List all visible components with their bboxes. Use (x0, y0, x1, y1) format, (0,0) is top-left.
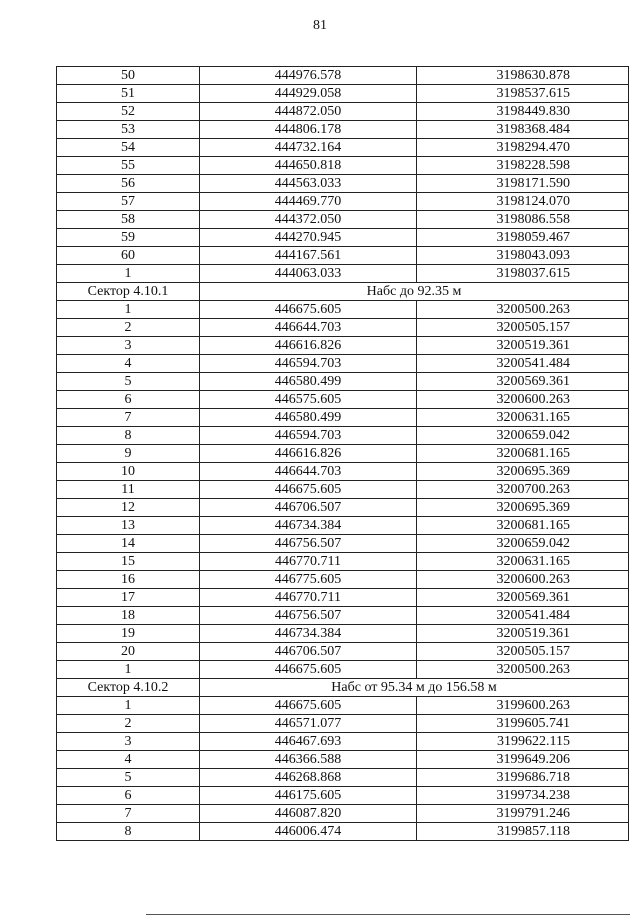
y-coordinate: 3198294.470 (417, 139, 629, 157)
table-row (57, 553, 629, 571)
x-coordinate: 446756.507 (200, 607, 417, 625)
x-coordinate: 446734.384 (200, 517, 417, 535)
y-coordinate: 3200569.361 (417, 373, 629, 391)
table-row (57, 157, 629, 175)
y-coordinate: 3200519.361 (417, 625, 629, 643)
table-row (57, 697, 629, 715)
coordinates-table-body (57, 67, 629, 841)
y-coordinate: 3199791.246 (417, 805, 629, 823)
bottom-divider (146, 914, 630, 915)
point-number: 5 (57, 373, 200, 391)
y-coordinate: 3200519.361 (417, 337, 629, 355)
point-number: 56 (57, 175, 200, 193)
point-number: 55 (57, 157, 200, 175)
point-number: 58 (57, 211, 200, 229)
table-row (57, 67, 629, 85)
point-number: 7 (57, 805, 200, 823)
y-coordinate: 3200695.369 (417, 499, 629, 517)
x-coordinate: 444929.058 (200, 85, 417, 103)
table-row (57, 607, 629, 625)
x-coordinate: 444806.178 (200, 121, 417, 139)
x-coordinate: 446706.507 (200, 499, 417, 517)
point-number: 20 (57, 643, 200, 661)
y-coordinate: 3198368.484 (417, 121, 629, 139)
table-row (57, 337, 629, 355)
x-coordinate: 446571.077 (200, 715, 417, 733)
point-number: 1 (57, 301, 200, 319)
point-number: 4 (57, 751, 200, 769)
y-coordinate: 3200505.157 (417, 319, 629, 337)
point-number: 3 (57, 337, 200, 355)
x-coordinate: 446770.711 (200, 589, 417, 607)
point-number: 15 (57, 553, 200, 571)
x-coordinate: 444063.033 (200, 265, 417, 283)
y-coordinate: 3200541.484 (417, 607, 629, 625)
x-coordinate: 444469.770 (200, 193, 417, 211)
table-row (57, 769, 629, 787)
y-coordinate: 3199649.206 (417, 751, 629, 769)
x-coordinate: 446644.703 (200, 319, 417, 337)
y-coordinate: 3200700.263 (417, 481, 629, 499)
point-number: 19 (57, 625, 200, 643)
point-number: 51 (57, 85, 200, 103)
table-row (57, 805, 629, 823)
table-row (57, 391, 629, 409)
point-number: 7 (57, 409, 200, 427)
x-coordinate: 446644.703 (200, 463, 417, 481)
section-name: Сектор 4.10.1 (57, 283, 200, 301)
y-coordinate: 3198059.467 (417, 229, 629, 247)
point-number: 59 (57, 229, 200, 247)
x-coordinate: 446268.868 (200, 769, 417, 787)
table-row (57, 463, 629, 481)
section-name: Сектор 4.10.2 (57, 679, 200, 697)
point-number: 10 (57, 463, 200, 481)
y-coordinate: 3198043.093 (417, 247, 629, 265)
y-coordinate: 3200541.484 (417, 355, 629, 373)
x-coordinate: 446675.605 (200, 661, 417, 679)
table-row (57, 589, 629, 607)
table-row (57, 661, 629, 679)
point-number: 14 (57, 535, 200, 553)
x-coordinate: 446616.826 (200, 445, 417, 463)
point-number: 2 (57, 715, 200, 733)
x-coordinate: 446580.499 (200, 373, 417, 391)
y-coordinate: 3199622.115 (417, 733, 629, 751)
point-number: 54 (57, 139, 200, 157)
x-coordinate: 446575.605 (200, 391, 417, 409)
point-number: 8 (57, 823, 200, 841)
section-header-row (57, 679, 629, 697)
y-coordinate: 3198086.558 (417, 211, 629, 229)
x-coordinate: 446675.605 (200, 697, 417, 715)
y-coordinate: 3198124.070 (417, 193, 629, 211)
x-coordinate: 446580.499 (200, 409, 417, 427)
point-number: 11 (57, 481, 200, 499)
point-number: 8 (57, 427, 200, 445)
y-coordinate: 3200500.263 (417, 661, 629, 679)
y-coordinate: 3198537.615 (417, 85, 629, 103)
table-row (57, 445, 629, 463)
table-row (57, 517, 629, 535)
table-row (57, 535, 629, 553)
table-row (57, 193, 629, 211)
y-coordinate: 3200569.361 (417, 589, 629, 607)
y-coordinate: 3200631.165 (417, 409, 629, 427)
x-coordinate: 446675.605 (200, 301, 417, 319)
y-coordinate: 3198449.830 (417, 103, 629, 121)
table-row (57, 175, 629, 193)
point-number: 4 (57, 355, 200, 373)
section-height-range: Набс от 95.34 м до 156.58 м (200, 679, 629, 697)
x-coordinate: 446756.507 (200, 535, 417, 553)
point-number: 53 (57, 121, 200, 139)
y-coordinate: 3199686.718 (417, 769, 629, 787)
table-row (57, 427, 629, 445)
table-row (57, 643, 629, 661)
y-coordinate: 3198228.598 (417, 157, 629, 175)
y-coordinate: 3200500.263 (417, 301, 629, 319)
point-number: 9 (57, 445, 200, 463)
table-row (57, 625, 629, 643)
x-coordinate: 444563.033 (200, 175, 417, 193)
table-row (57, 481, 629, 499)
section-header-row (57, 283, 629, 301)
x-coordinate: 444270.945 (200, 229, 417, 247)
table-row (57, 823, 629, 841)
point-number: 18 (57, 607, 200, 625)
x-coordinate: 444372.050 (200, 211, 417, 229)
table-row (57, 787, 629, 805)
point-number: 6 (57, 787, 200, 805)
x-coordinate: 446467.693 (200, 733, 417, 751)
y-coordinate: 3199605.741 (417, 715, 629, 733)
point-number: 52 (57, 103, 200, 121)
table-row (57, 139, 629, 157)
table-row (57, 247, 629, 265)
y-coordinate: 3199734.238 (417, 787, 629, 805)
x-coordinate: 444872.050 (200, 103, 417, 121)
table-row (57, 319, 629, 337)
x-coordinate: 446775.605 (200, 571, 417, 589)
section-height-range: Набс до 92.35 м (200, 283, 629, 301)
y-coordinate: 3200505.157 (417, 643, 629, 661)
x-coordinate: 446594.703 (200, 355, 417, 373)
y-coordinate: 3200681.165 (417, 517, 629, 535)
x-coordinate: 444732.164 (200, 139, 417, 157)
point-number: 50 (57, 67, 200, 85)
y-coordinate: 3200600.263 (417, 391, 629, 409)
x-coordinate: 444167.561 (200, 247, 417, 265)
table-row (57, 103, 629, 121)
table-row (57, 85, 629, 103)
point-number: 60 (57, 247, 200, 265)
x-coordinate: 446706.507 (200, 643, 417, 661)
table-row (57, 499, 629, 517)
page-number: 81 (313, 18, 327, 33)
table-row (57, 355, 629, 373)
x-coordinate: 444650.818 (200, 157, 417, 175)
table-row (57, 121, 629, 139)
y-coordinate: 3198630.878 (417, 67, 629, 85)
y-coordinate: 3200631.165 (417, 553, 629, 571)
y-coordinate: 3198171.590 (417, 175, 629, 193)
point-number: 1 (57, 697, 200, 715)
point-number: 13 (57, 517, 200, 535)
point-number: 17 (57, 589, 200, 607)
x-coordinate: 446734.384 (200, 625, 417, 643)
table-row (57, 301, 629, 319)
point-number: 12 (57, 499, 200, 517)
table-row (57, 373, 629, 391)
y-coordinate: 3200681.165 (417, 445, 629, 463)
point-number: 2 (57, 319, 200, 337)
point-number: 3 (57, 733, 200, 751)
y-coordinate: 3199857.118 (417, 823, 629, 841)
y-coordinate: 3198037.615 (417, 265, 629, 283)
x-coordinate: 446175.605 (200, 787, 417, 805)
x-coordinate: 446770.711 (200, 553, 417, 571)
y-coordinate: 3200659.042 (417, 427, 629, 445)
table-row (57, 751, 629, 769)
point-number: 6 (57, 391, 200, 409)
point-number: 5 (57, 769, 200, 787)
y-coordinate: 3200600.263 (417, 571, 629, 589)
x-coordinate: 446006.474 (200, 823, 417, 841)
x-coordinate: 446675.605 (200, 481, 417, 499)
x-coordinate: 446616.826 (200, 337, 417, 355)
table-row (57, 211, 629, 229)
coordinates-table (56, 66, 629, 841)
table-row (57, 265, 629, 283)
x-coordinate: 446366.588 (200, 751, 417, 769)
y-coordinate: 3199600.263 (417, 697, 629, 715)
point-number: 1 (57, 265, 200, 283)
table-row (57, 733, 629, 751)
point-number: 16 (57, 571, 200, 589)
x-coordinate: 446087.820 (200, 805, 417, 823)
table-row (57, 229, 629, 247)
y-coordinate: 3200659.042 (417, 535, 629, 553)
point-number: 57 (57, 193, 200, 211)
x-coordinate: 446594.703 (200, 427, 417, 445)
table-row (57, 409, 629, 427)
table-row (57, 571, 629, 589)
y-coordinate: 3200695.369 (417, 463, 629, 481)
x-coordinate: 444976.578 (200, 67, 417, 85)
table-row (57, 715, 629, 733)
point-number: 1 (57, 661, 200, 679)
